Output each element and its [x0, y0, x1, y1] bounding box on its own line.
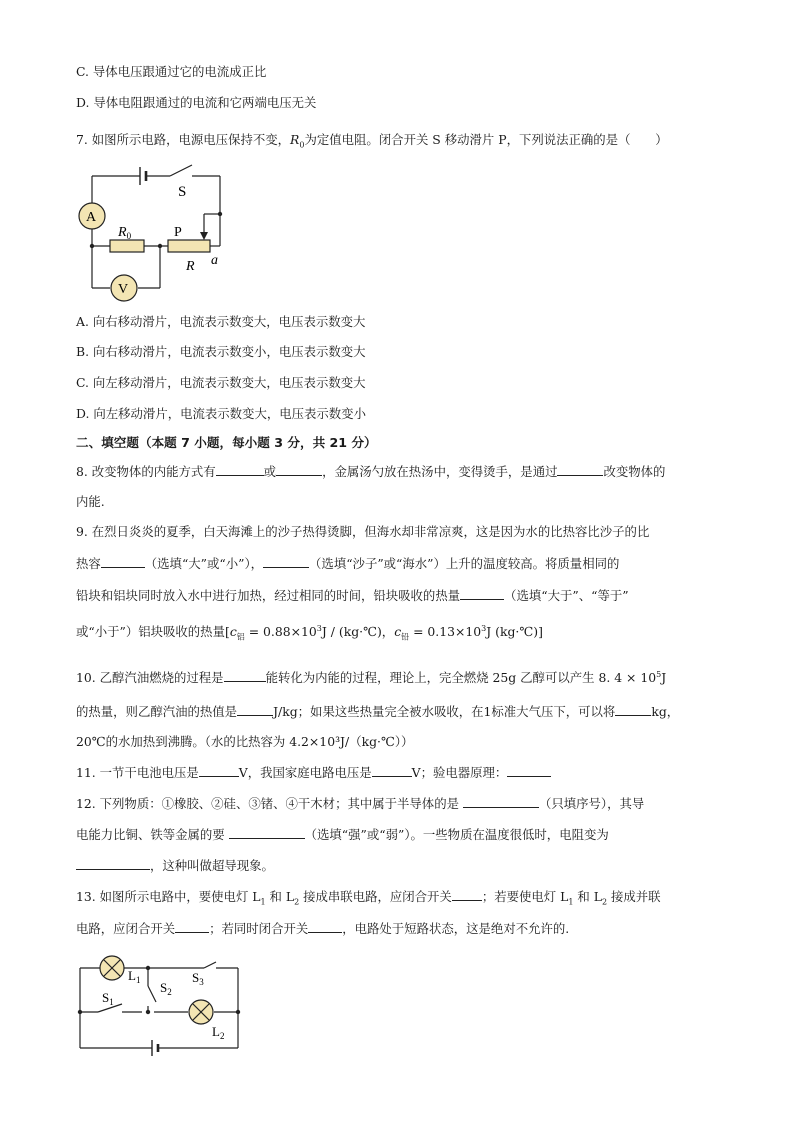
- switch-s3-label: $S_3$: [192, 970, 204, 987]
- q9-blank-3[interactable]: [460, 587, 504, 600]
- q8-blank-2[interactable]: [276, 463, 322, 476]
- q8-line-1: 8. 改变物体的内能方式有 或 ，金属汤勺放在热汤中，变得烫手，是通过 改变物体的: [76, 464, 666, 479]
- endpoint-label-a: a: [211, 253, 218, 268]
- q8-blank-1[interactable]: [216, 463, 264, 476]
- r0-symbol: R: [290, 132, 300, 147]
- ammeter-label: A: [86, 210, 97, 225]
- q10-line-3: 20℃的水加热到沸腾。（水的比热容为 4.2×10³J/（kg·℃））: [76, 734, 414, 749]
- q10-blank-2[interactable]: [237, 703, 273, 716]
- q12-blank-3[interactable]: [76, 857, 150, 870]
- q9-blank-1[interactable]: [101, 555, 145, 568]
- q9-line-1: 9. 在烈日炎炎的夏季，白天海滩上的沙子热得烫脚，但海水却非常凉爽，这是因为水的比热容比沙子的比: [76, 524, 650, 539]
- q8-blank-3[interactable]: [557, 463, 603, 476]
- q13-blank-2[interactable]: [175, 920, 209, 933]
- q12-blank-1[interactable]: [463, 795, 539, 808]
- q10-blank-1[interactable]: [224, 669, 266, 682]
- q11-blank-2[interactable]: [372, 764, 412, 777]
- slider-label-p: P: [174, 225, 182, 240]
- q7-circuit-diagram: [74, 160, 244, 305]
- q13-line-1: 13. 如图所示电路中，要使电灯 $L_1$ 和 $L_2$ 接成串联电路，应闭合开关 ；若要使电灯 $L_1$ 和 $L_2$ 接成并联: [76, 889, 661, 907]
- switch-s1-label: $S_1$: [102, 990, 114, 1007]
- q6-option-c: C. 导体电压跟通过它的电流成正比: [76, 64, 267, 79]
- q9-line-3: 铅块和铝块同时放入水中进行加热，经过相同的时间，铅块吸收的热量 （选填“大于”、“等于”: [76, 588, 629, 603]
- lamp-l2-label: $L_2$: [212, 1024, 225, 1041]
- q9-line-4: 或“小于”）铝块吸收的热量[$c_铝 = 0.88\times 10^3J$ / (kg·℃)，$c_铅 = 0.13\times 10^3J$ (kg·℃)]: [76, 624, 543, 642]
- q8-line-2: 内能.: [76, 494, 105, 509]
- switch-label-s: S: [178, 184, 187, 200]
- q12-line-1: 12. 下列物质：①橡胶、②硅、③锗、④干木材；其中属于半导体的是 （只填序号），其导: [76, 796, 645, 811]
- q10-blank-3[interactable]: [615, 703, 651, 716]
- q7-option-d: D. 向左移动滑片，电流表示数变大，电压表示数变小: [76, 406, 366, 421]
- q6-option-d: D. 导体电阻跟通过的电流和它两端电压无关: [76, 95, 317, 110]
- q10-line-1: 10. 乙醇汽油燃烧的过程是 能转化为内能的过程，理论上，完全燃烧 25g 乙醇可以产生 8. $4 \times 10^5J$: [76, 670, 667, 686]
- q13-blank-1[interactable]: [452, 888, 482, 901]
- switch-s2-label: $S_2$: [160, 980, 172, 997]
- lamp-l1-label: $L_1$: [128, 968, 141, 985]
- q7-option-c: C. 向左移动滑片，电流表示数变大，电压表示数变大: [76, 375, 366, 390]
- q9-blank-2[interactable]: [263, 555, 309, 568]
- q12-line-2: 电能力比铜、铁等金属的要 （选填“强”或“弱”）。一些物质在温度很低时，电阻变为: [76, 827, 609, 842]
- q11-blank-3[interactable]: [507, 764, 551, 777]
- q10-line-2: 的热量，则乙醇汽油的热值是 J/kg；如果这些热量完全被水吸收，在1标准大气压下，可以将 kg，: [76, 704, 680, 719]
- q12-blank-2[interactable]: [229, 826, 305, 839]
- q11-blank-1[interactable]: [199, 764, 239, 777]
- rheostat-label-r: R: [186, 259, 195, 274]
- q7-option-a: A. 向右移动滑片，电流表示数变大，电压表示数变大: [76, 314, 366, 329]
- q13-line-2: 电路，应闭合开关 ；若同时闭合开关 ，电路处于短路状态，这是绝对不允许的.: [76, 921, 570, 936]
- q7-stem: 7. 如图所示电路，电源电压保持不变，$R_0$为定值电阻。闭合开关 S 移动滑片 P，下列说法正确的是（ ）: [76, 132, 668, 150]
- q13-blank-3[interactable]: [308, 920, 342, 933]
- q7-option-b: B. 向右移动滑片，电流表示数变小，电压表示数变大: [76, 344, 366, 359]
- q11-line: 11. 一节干电池电压是 V，我国家庭电路电压是 V；验电器原理：: [76, 764, 551, 782]
- q12-line-3: ，这种叫做超导现象。: [76, 857, 274, 875]
- section-2-title: 二、填空题（本题 7 小题，每小题 3 分，共 21 分）: [76, 435, 377, 450]
- q9-line-2: 热容 （选填“大”或“小”）， （选填“沙子”或“海水”）上升的温度较高。将质量相同的: [76, 556, 620, 571]
- voltmeter-label: V: [118, 282, 129, 297]
- q13-circuit-diagram: [74, 950, 244, 1062]
- r0-label: $R_0$: [118, 225, 132, 241]
